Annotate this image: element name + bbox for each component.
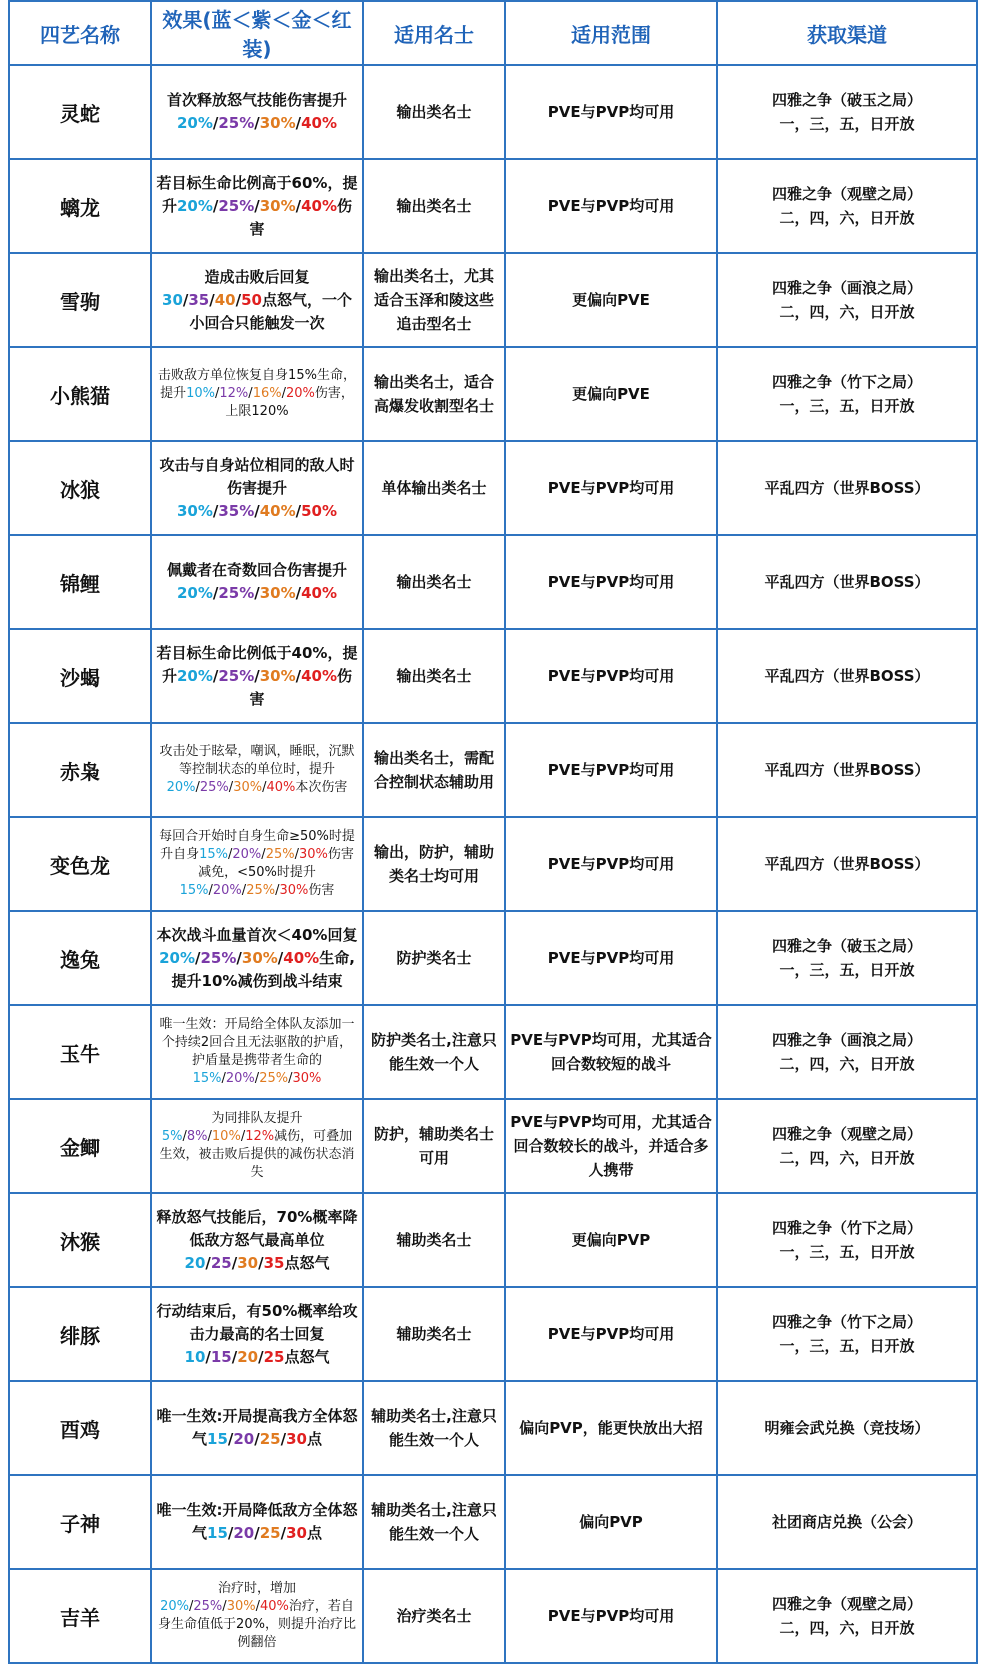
source-cell xyxy=(717,1005,977,1099)
tier-value: 25 xyxy=(259,1430,281,1448)
source-name: 四雅之争（画浪之局） xyxy=(771,279,922,297)
value-separator: / xyxy=(231,1253,238,1272)
value-separator: / xyxy=(295,196,302,215)
value-separator: / xyxy=(240,1129,246,1144)
value-separator: / xyxy=(235,290,242,309)
target-cell: 单体输出类名士 xyxy=(363,441,505,535)
effect-text: 若目标生命比例低于40%，提升 xyxy=(156,643,358,685)
value-separator: / xyxy=(254,666,260,685)
target-cell: 输出类名士，需配合控制状态辅助用 xyxy=(363,723,505,817)
scope-cell: PVE与PVP均可用，尤其适合回合数较长的战斗，并适合多人携带 xyxy=(505,1099,717,1193)
value-separator: / xyxy=(295,666,302,685)
art-name: 锦鲤 xyxy=(9,535,151,629)
tier-value: 25 xyxy=(263,1347,285,1366)
effect-cell xyxy=(151,1569,363,1663)
value-separator: / xyxy=(212,666,219,685)
source-name: 四雅之争（观壁之局） xyxy=(771,1595,922,1613)
source-schedule: 一，三，五，日开放 xyxy=(779,115,915,133)
tier-value: 8% xyxy=(186,1129,208,1144)
target-cell: 辅助类名士 xyxy=(363,1193,505,1287)
source-schedule: 二，四，六，日开放 xyxy=(779,1619,915,1637)
header-target: 适用名士 xyxy=(363,1,505,65)
value-separator: / xyxy=(227,1430,234,1448)
source-cell xyxy=(717,1381,977,1475)
target-cell: 防护类名士,注意只能生效一个人 xyxy=(363,1005,505,1099)
source-cell xyxy=(717,253,977,347)
value-separator: / xyxy=(195,780,200,795)
scope-cell: 偏向PVP，能更快放出大招 xyxy=(505,1381,717,1475)
value-separator: / xyxy=(205,1253,211,1272)
value-separator: / xyxy=(228,780,234,795)
effect-cell xyxy=(151,347,363,441)
header-scope: 适用范围 xyxy=(505,1,717,65)
value-separator: / xyxy=(280,1524,287,1542)
scope-cell: PVE与PVP均可用 xyxy=(505,911,717,1005)
value-separator: / xyxy=(254,1524,260,1542)
tier-value: 20% xyxy=(176,114,213,132)
tier-value: 40 xyxy=(214,290,236,309)
effect-text: 生命,提升10%减伤到战斗结束 xyxy=(171,948,355,990)
effect-text: 唯一生效：开局给全体队友添加一个持续2回合且无法驱散的护盾，护盾量是携带者生命的 xyxy=(159,1017,355,1068)
target-cell: 输出类名士 xyxy=(363,629,505,723)
value-separator: / xyxy=(241,883,247,898)
tier-value: 5% xyxy=(161,1129,183,1144)
target-cell: 输出类名士 xyxy=(363,159,505,253)
source-cell xyxy=(717,1287,977,1381)
tier-value: 30% xyxy=(233,780,263,795)
art-name: 玉牛 xyxy=(9,1005,151,1099)
tier-value: 10% xyxy=(186,386,215,401)
tier-value: 25 xyxy=(259,1524,281,1542)
effect-text: 每回合开始时自身生命≥50%时提升自身 xyxy=(159,829,355,862)
effect-cell xyxy=(151,441,363,535)
table-row xyxy=(9,535,977,629)
source-name: 四雅之争（观壁之局） xyxy=(771,185,922,203)
table-row xyxy=(9,911,977,1005)
source-schedule: 一，三，五，日开放 xyxy=(779,961,915,979)
effect-cell xyxy=(151,535,363,629)
tier-value: 30% xyxy=(259,584,296,602)
tier-value: 40% xyxy=(301,114,338,132)
tier-value: 10 xyxy=(184,1347,206,1366)
tier-value: 30% xyxy=(259,114,296,132)
source-schedule: 一，三，五，日开放 xyxy=(779,397,915,415)
effect-text: 攻击与自身站位相同的敌人时伤害提升 xyxy=(159,455,355,497)
source-name: 明雍会武兑换（竞技场） xyxy=(764,1419,930,1437)
table-row xyxy=(9,159,977,253)
tier-value: 15 xyxy=(207,1524,228,1542)
target-cell: 输出类名士 xyxy=(363,65,505,159)
tier-value: 30% xyxy=(226,1599,256,1614)
source-name: 平乱四方（世界BOSS） xyxy=(764,855,930,873)
effect-text: 首次释放怒气技能伤害提升 xyxy=(166,91,347,109)
scope-cell: PVE与PVP均可用 xyxy=(505,723,717,817)
value-separator: / xyxy=(182,1129,187,1144)
source-name: 平乱四方（世界BOSS） xyxy=(764,667,930,685)
art-name: 变色龙 xyxy=(9,817,151,911)
effect-cell xyxy=(151,1005,363,1099)
value-separator: / xyxy=(255,1599,260,1614)
effect-text: 若目标生命比例高于60%，提升 xyxy=(156,173,358,215)
tier-value: 15% xyxy=(199,847,228,862)
tier-value: 30% xyxy=(241,948,278,967)
value-separator: / xyxy=(295,501,302,520)
effect-cell xyxy=(151,253,363,347)
source-cell xyxy=(717,911,977,1005)
source-schedule: 二，四，六，日开放 xyxy=(779,1149,915,1167)
value-separator: / xyxy=(275,883,280,898)
tier-value: 30 xyxy=(286,1524,307,1542)
tier-value: 30% xyxy=(259,196,296,215)
effect-cell xyxy=(151,817,363,911)
table-row xyxy=(9,253,977,347)
value-separator: / xyxy=(294,847,299,862)
table-row xyxy=(9,629,977,723)
target-cell: 辅助类名士 xyxy=(363,1287,505,1381)
value-separator: / xyxy=(207,1129,212,1144)
table-row xyxy=(9,1193,977,1287)
tier-value: 20 xyxy=(233,1524,255,1542)
value-separator: / xyxy=(262,780,267,795)
tier-value: 30 xyxy=(286,1430,307,1448)
tier-value: 30% xyxy=(298,847,328,862)
source-name: 四雅之争（画浪之局） xyxy=(771,1031,922,1049)
effect-text: 伤害 xyxy=(308,883,335,898)
table-row xyxy=(9,1381,977,1475)
tier-value: 40% xyxy=(266,780,296,795)
table-row xyxy=(9,1569,977,1663)
scope-cell: 更偏向PVP xyxy=(505,1193,717,1287)
tier-value: 40% xyxy=(259,501,296,520)
tier-value: 20% xyxy=(159,948,196,967)
tier-value: 12% xyxy=(245,1129,275,1144)
tier-value: 50 xyxy=(241,290,262,309)
target-cell: 防护类名士 xyxy=(363,911,505,1005)
source-name: 平乱四方（世界BOSS） xyxy=(764,761,930,779)
value-separator: / xyxy=(295,584,302,602)
source-schedule: 二，四，六，日开放 xyxy=(779,1055,915,1073)
header-name: 四艺名称 xyxy=(9,1,151,65)
value-separator: / xyxy=(248,386,253,401)
tier-value: 40% xyxy=(259,1599,289,1614)
effect-text: 点怒气 xyxy=(284,1347,330,1366)
table-row xyxy=(9,1475,977,1569)
target-cell: 输出，防护，辅助类名士均可用 xyxy=(363,817,505,911)
art-name: 沙蝎 xyxy=(9,629,151,723)
target-cell: 输出类名士，适合高爆发收割型名士 xyxy=(363,347,505,441)
source-name: 四雅之争（破玉之局） xyxy=(771,937,922,955)
table-row xyxy=(9,817,977,911)
value-separator: / xyxy=(208,883,213,898)
tier-value: 25% xyxy=(265,847,295,862)
table-row xyxy=(9,1099,977,1193)
tier-value: 20% xyxy=(176,584,213,602)
target-cell: 输出类名士，尤其适合玉泽和陵这些追击型名士 xyxy=(363,253,505,347)
source-cell xyxy=(717,441,977,535)
table-row xyxy=(9,65,977,159)
tier-value: 25% xyxy=(218,196,255,215)
source-schedule: 一，三，五，日开放 xyxy=(779,1243,915,1261)
art-name: 吉羊 xyxy=(9,1569,151,1663)
value-separator: / xyxy=(231,1347,238,1366)
tier-value: 16% xyxy=(252,386,282,401)
tier-value: 25 xyxy=(210,1253,232,1272)
value-separator: / xyxy=(209,290,215,309)
source-name: 平乱四方（世界BOSS） xyxy=(764,479,930,497)
effect-cell xyxy=(151,1381,363,1475)
source-name: 社团商店兑换（公会） xyxy=(771,1513,922,1531)
value-separator: / xyxy=(261,847,266,862)
value-separator: / xyxy=(288,1071,293,1086)
source-schedule: 二，四，六，日开放 xyxy=(779,303,915,321)
value-separator: / xyxy=(254,1071,260,1086)
tier-value: 15% xyxy=(179,883,209,898)
source-name: 四雅之争（观壁之局） xyxy=(771,1125,922,1143)
effect-text: 本次战斗血量首次＜40%回复 xyxy=(156,925,358,944)
table-row xyxy=(9,347,977,441)
source-cell xyxy=(717,347,977,441)
value-separator: / xyxy=(254,114,260,132)
effect-text: 本次伤害 xyxy=(295,780,348,795)
source-schedule: 一，三，五，日开放 xyxy=(779,1337,915,1355)
target-cell: 辅助类名士,注意只能生效一个人 xyxy=(363,1381,505,1475)
value-separator: / xyxy=(258,1253,264,1272)
scope-cell: PVE与PVP均可用 xyxy=(505,535,717,629)
table-row xyxy=(9,1287,977,1381)
scope-cell: PVE与PVP均可用 xyxy=(505,817,717,911)
effect-cell xyxy=(151,723,363,817)
tier-value: 20% xyxy=(176,196,213,215)
tier-value: 25% xyxy=(200,948,237,967)
scope-cell: PVE与PVP均可用 xyxy=(505,159,717,253)
header-effect: 效果(蓝＜紫＜金＜红装) xyxy=(151,1,363,65)
effect-text: 佩戴者在奇数回合伤害提升 xyxy=(166,561,347,579)
source-cell xyxy=(717,1099,977,1193)
tier-value: 40% xyxy=(301,584,338,602)
effect-cell xyxy=(151,629,363,723)
tier-value: 20 xyxy=(237,1347,259,1366)
tier-value: 20 xyxy=(233,1430,255,1448)
header-source: 获取渠道 xyxy=(717,1,977,65)
tier-value: 30% xyxy=(259,666,296,685)
value-separator: / xyxy=(258,1347,264,1366)
tier-value: 25% xyxy=(218,584,255,602)
tier-value: 15 xyxy=(210,1347,232,1366)
art-name: 雪驹 xyxy=(9,253,151,347)
effect-text: 造成击败后回复 xyxy=(204,267,310,286)
tier-value: 20% xyxy=(232,847,262,862)
art-name: 绯豚 xyxy=(9,1287,151,1381)
art-name: 灵蛇 xyxy=(9,65,151,159)
effect-cell xyxy=(151,159,363,253)
source-cell xyxy=(717,65,977,159)
tier-value: 15% xyxy=(192,1071,222,1086)
source-cell xyxy=(717,159,977,253)
value-separator: / xyxy=(227,1524,234,1542)
effect-text: 点 xyxy=(306,1524,322,1542)
tier-value: 20% xyxy=(285,386,315,401)
art-name: 沐猴 xyxy=(9,1193,151,1287)
value-separator: / xyxy=(212,584,219,602)
art-name: 螭龙 xyxy=(9,159,151,253)
value-separator: / xyxy=(221,1071,226,1086)
value-separator: / xyxy=(195,948,201,967)
value-separator: / xyxy=(280,1430,287,1448)
tier-value: 40% xyxy=(301,666,338,685)
value-separator: / xyxy=(182,290,189,309)
target-cell: 输出类名士 xyxy=(363,535,505,629)
value-separator: / xyxy=(236,948,242,967)
tier-value: 20% xyxy=(225,1071,255,1086)
effect-text: 伤害 xyxy=(249,666,353,708)
tier-value: 20% xyxy=(176,666,213,685)
source-cell xyxy=(717,629,977,723)
tier-value: 20 xyxy=(184,1253,206,1272)
effect-cell xyxy=(151,1193,363,1287)
header-row xyxy=(9,1,977,65)
effect-cell xyxy=(151,1099,363,1193)
tier-value: 35 xyxy=(188,290,210,309)
effect-text: 唯一生效:开局提高我方全体怒气 xyxy=(156,1407,358,1448)
effect-text: 减伤，可叠加生效，被击败后提供的减伤状态消失 xyxy=(159,1129,355,1180)
scope-cell: 更偏向PVE xyxy=(505,253,717,347)
tier-value: 25% xyxy=(218,666,255,685)
effect-text: 伤害减免，<50%时提升 xyxy=(198,847,354,880)
target-cell: 辅助类名士,注意只能生效一个人 xyxy=(363,1475,505,1569)
table-row xyxy=(9,723,977,817)
value-separator: / xyxy=(254,196,260,215)
scope-cell: PVE与PVP均可用 xyxy=(505,629,717,723)
effect-text: 治疗，若自身生命值低于20%，则提升治疗比例翻倍 xyxy=(158,1599,356,1650)
source-name: 四雅之争（竹下之局） xyxy=(771,1219,922,1237)
tier-value: 30% xyxy=(279,883,309,898)
effect-text: 击败敌方单位恢复自身15%生命，提升 xyxy=(158,368,356,401)
source-cell xyxy=(717,1193,977,1287)
value-separator: / xyxy=(222,1599,227,1614)
tier-value: 25% xyxy=(199,780,229,795)
effect-text: 释放怒气技能后，70%概率降低敌方怒气最高单位 xyxy=(156,1207,358,1249)
value-separator: / xyxy=(215,386,220,401)
source-cell xyxy=(717,1569,977,1663)
source-schedule: 二，四，六，日开放 xyxy=(779,209,915,227)
effect-text: 点怒气，一个小回合只能触发一次 xyxy=(189,290,352,332)
target-cell: 治疗类名士 xyxy=(363,1569,505,1663)
value-separator: / xyxy=(254,501,260,520)
value-separator: / xyxy=(212,501,219,520)
effect-text: 治疗时，增加 xyxy=(217,1581,296,1596)
tier-value: 25% xyxy=(193,1599,223,1614)
scope-cell: PVE与PVP均可用 xyxy=(505,1287,717,1381)
effect-text: 伤害 xyxy=(249,196,353,238)
tier-value: 25% xyxy=(259,1071,289,1086)
tier-value: 15 xyxy=(207,1430,228,1448)
tier-value: 25% xyxy=(246,883,276,898)
effect-cell xyxy=(151,65,363,159)
scope-cell: PVE与PVP均可用 xyxy=(505,65,717,159)
effect-cell xyxy=(151,911,363,1005)
art-name: 冰狼 xyxy=(9,441,151,535)
art-name: 子神 xyxy=(9,1475,151,1569)
art-name: 逸兔 xyxy=(9,911,151,1005)
tier-value: 10% xyxy=(211,1129,241,1144)
source-name: 四雅之争（竹下之局） xyxy=(771,373,922,391)
source-cell xyxy=(717,535,977,629)
effect-text: 攻击处于眩晕，嘲讽，睡眠，沉默等控制状态的单位时，提升 xyxy=(159,744,355,777)
tier-value: 20% xyxy=(212,883,242,898)
table-row xyxy=(9,1005,977,1099)
source-name: 四雅之争（破玉之局） xyxy=(771,91,922,109)
tier-value: 25% xyxy=(218,114,255,132)
value-separator: / xyxy=(212,114,219,132)
tier-value: 30% xyxy=(176,501,213,520)
tier-value: 40% xyxy=(283,948,320,967)
table-body xyxy=(9,65,977,1663)
scope-cell: 偏向PVP xyxy=(505,1475,717,1569)
art-name: 酉鸡 xyxy=(9,1381,151,1475)
source-name: 四雅之争（竹下之局） xyxy=(771,1313,922,1331)
tier-value: 12% xyxy=(219,386,249,401)
effect-text: 唯一生效:开局降低敌方全体怒气 xyxy=(156,1501,358,1542)
source-name: 平乱四方（世界BOSS） xyxy=(764,573,930,591)
effect-cell xyxy=(151,1287,363,1381)
tier-value: 20% xyxy=(160,1599,189,1614)
source-cell xyxy=(717,723,977,817)
scope-cell: 更偏向PVE xyxy=(505,347,717,441)
effect-text: 伤害，上限120% xyxy=(225,386,354,419)
scope-cell: PVE与PVP均可用 xyxy=(505,1569,717,1663)
tier-value: 35 xyxy=(263,1253,285,1272)
effect-text: 行动结束后，有50%概率给攻击力最高的名士回复 xyxy=(156,1301,358,1343)
source-cell xyxy=(717,1475,977,1569)
value-separator: / xyxy=(228,847,233,862)
tier-value: 30% xyxy=(292,1071,322,1086)
scope-cell: PVE与PVP均可用 xyxy=(505,441,717,535)
tier-value: 35% xyxy=(218,501,255,520)
value-separator: / xyxy=(212,196,219,215)
value-separator: / xyxy=(254,584,260,602)
value-separator: / xyxy=(189,1599,194,1614)
tier-value: 50% xyxy=(301,501,338,520)
tier-value: 20% xyxy=(166,780,196,795)
value-separator: / xyxy=(295,114,302,132)
source-cell xyxy=(717,817,977,911)
table-row xyxy=(9,441,977,535)
target-cell: 防护，辅助类名士可用 xyxy=(363,1099,505,1193)
value-separator: / xyxy=(281,386,286,401)
value-separator: / xyxy=(205,1347,211,1366)
tier-value: 30 xyxy=(162,290,183,309)
tier-value: 40% xyxy=(301,196,338,215)
tier-value: 30 xyxy=(237,1253,259,1272)
effect-text: 点 xyxy=(306,1430,322,1448)
art-name: 金鲫 xyxy=(9,1099,151,1193)
art-name: 赤枭 xyxy=(9,723,151,817)
value-separator: / xyxy=(277,948,284,967)
effect-text: 为同排队友提升 xyxy=(211,1111,303,1126)
effect-text: 点怒气 xyxy=(284,1253,330,1272)
value-separator: / xyxy=(254,1430,260,1448)
art-name: 小熊猫 xyxy=(9,347,151,441)
four-arts-table xyxy=(8,0,978,1664)
effect-cell xyxy=(151,1475,363,1569)
scope-cell: PVE与PVP均可用，尤其适合回合数较短的战斗 xyxy=(505,1005,717,1099)
